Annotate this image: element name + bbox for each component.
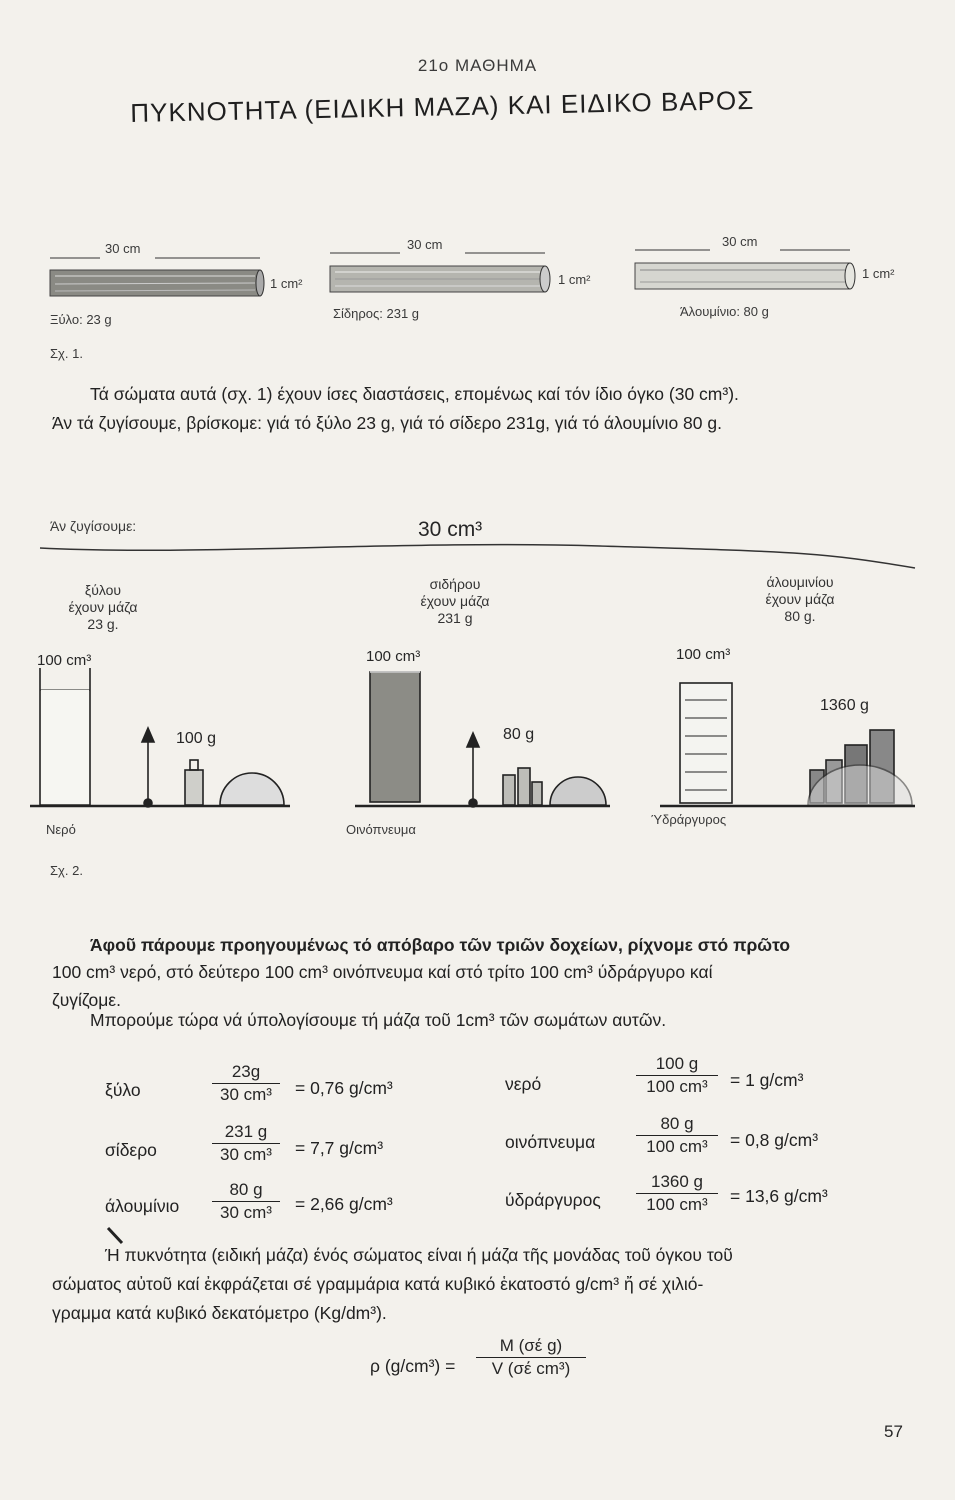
calc-iron-num: 231 g [224, 1122, 268, 1141]
wood-mass-line3: 23 g. [87, 616, 119, 632]
calc-alcohol-fraction [636, 1114, 718, 1157]
iron-bar [330, 253, 550, 292]
calc-wood-name: ξύλο [105, 1080, 141, 1100]
calc-water-fraction [636, 1054, 718, 1097]
iron-area-label: 1 cm² [558, 272, 591, 287]
alcohol-vessel-volume: 100 cm³ [366, 648, 421, 665]
alcohol-label: Οινόπνευμα [346, 822, 416, 837]
mercury-weight-label: 1360 g [820, 697, 869, 714]
formula-fraction [476, 1336, 586, 1379]
fig2-volume: 30 cm³ [418, 518, 483, 541]
mercury-label: Ύδράργυρος [651, 812, 727, 827]
calc-al-name: άλουμίνιο [105, 1196, 180, 1216]
calc-mercury-den: 100 cm³ [646, 1195, 708, 1214]
calc-water-num: 100 g [655, 1054, 699, 1073]
calc-alcohol-name: οινόπνευμα [505, 1132, 596, 1152]
wood-length-label: 30 cm [105, 241, 141, 256]
calc-mercury-result: = 13,6 g/cm³ [730, 1186, 828, 1206]
para1-line1: Άφοῦ πάρουμε προηγουμένως τό απόβαρο τῶν τριῶν δοχείων, ρίχνομε στό πρῶτο [90, 935, 791, 955]
calc-al-fraction [212, 1180, 280, 1223]
para1-line3: ζυγίζομε. [52, 990, 121, 1010]
calc-wood-result: = 0,76 g/cm³ [295, 1078, 393, 1098]
mercury-vessel [680, 683, 732, 803]
calc-wood-fraction [212, 1062, 280, 1105]
al-mass-line3: 80 g. [784, 608, 816, 624]
wood-mass-line2: έχουν μάζα [68, 599, 138, 615]
calc-alcohol-num: 80 g [660, 1114, 694, 1133]
calc-iron-fraction [212, 1122, 280, 1165]
para1-line2: 100 cm³ νερό, στό δεύτερο 100 cm³ οινόπνευμα καί στό τρίτο 100 cm³ ύδράργυρο καί [52, 962, 713, 982]
alcohol-weight-label: 80 g [503, 726, 535, 743]
fig2-caption: Σχ. 2. [50, 863, 83, 878]
alcohol-vessel [370, 672, 420, 802]
water-weight-label: 100 g [176, 730, 217, 747]
wood-mass-label: Ξύλο: 23 g [50, 312, 112, 327]
formula-lhs: ρ (g/cm³) = [370, 1356, 456, 1376]
iron-mass-line1: σιδήρου [429, 576, 481, 592]
fig1-caption: Σχ. 1. [50, 346, 83, 361]
definition-line3: γραμμα κατά κυβικό δεκατόμετρο (Kg/dm³). [52, 1303, 387, 1323]
wood-mass-block [58, 582, 148, 633]
aluminium-mass-label: Άλουμίνιο: 80 g [680, 304, 769, 319]
water-vessel [40, 668, 90, 805]
calc-wood-den: 30 cm³ [220, 1085, 272, 1104]
wood-area-label: 1 cm² [270, 276, 303, 291]
iron-mass-line3: 231 g [437, 610, 473, 626]
definition-line1: Ή πυκνότητα (ειδική μάζα) ένός σώματος είναι ή μάζα τῆς μονάδας τοῦ όγκου τοῦ [105, 1245, 733, 1265]
calc-iron-name: σίδερο [105, 1140, 157, 1160]
formula-num: M (σέ g) [499, 1336, 563, 1355]
lesson-number: 21ο ΜΑΘΗΜΑ [417, 56, 538, 75]
calc-iron-result: = 7,7 g/cm³ [295, 1138, 384, 1158]
calc-water-name: νερό [505, 1074, 542, 1094]
iron-length-label: 30 cm [407, 237, 443, 252]
mercury-vessel-volume: 100 cm³ [676, 646, 731, 663]
wood-mass-line1: ξύλου [84, 582, 122, 598]
formula-den: V (σέ cm³) [491, 1359, 571, 1378]
aluminium-area-label: 1 cm² [862, 266, 895, 281]
iron-mass-line2: έχουν μάζα [420, 593, 490, 609]
calc-wood-num: 23g [231, 1062, 261, 1081]
calc-alcohol-result: = 0,8 g/cm³ [730, 1130, 819, 1150]
water-vessel-volume: 100 cm³ [37, 652, 92, 669]
calc-alcohol-den: 100 cm³ [646, 1137, 708, 1156]
calc-mercury-fraction [636, 1172, 718, 1215]
aluminium-length-label: 30 cm [722, 234, 758, 249]
calc-water-result: = 1 g/cm³ [730, 1070, 804, 1090]
text1-line2: Άν τά ζυγίσουμε, βρίσκομε: γιά τό ξύλο 23 g, γιά τό σίδερο 231g, γιά τό άλουμίνιο 80 g. [52, 413, 722, 433]
iron-mass-block [400, 576, 510, 627]
page-title: ΠΥΚΝΟΤΗΤΑ (ΕΙΔΙΚΗ ΜΑΖΑ) ΚΑΙ ΕΙΔΙΚΟ ΒΑΡΟΣ [130, 84, 755, 128]
calc-water-den: 100 cm³ [646, 1077, 708, 1096]
calc-al-den: 30 cm³ [220, 1203, 272, 1222]
al-mass-block [745, 574, 855, 625]
fig2-intro: Άν ζυγίσουμε: [50, 518, 137, 534]
calc-al-result: = 2,66 g/cm³ [295, 1194, 393, 1214]
calc-iron-den: 30 cm³ [220, 1145, 272, 1164]
calc-al-num: 80 g [229, 1180, 263, 1199]
separator-line [40, 545, 915, 568]
calc-mercury-num: 1360 g [651, 1172, 703, 1191]
al-mass-line1: άλουμινίου [766, 574, 834, 590]
calc-mercury-name: ύδράργυρος [505, 1190, 601, 1210]
pointer-mark [108, 1228, 122, 1243]
definition-line2: σώματος αὐτοῦ καί ἐκφράζεται σέ γραμμάρια κατά κυβικό ἑκατοστό g/cm³ ἤ σέ χιλιό- [52, 1274, 704, 1294]
page-number: 57 [884, 1422, 903, 1441]
aluminium-bar [635, 250, 855, 289]
wood-bar [50, 258, 264, 296]
para2: Μπορούμε τώρα νά ύπολογίσουμε τή μάζα τοῦ 1cm³ τῶν σωμάτων αυτῶν. [90, 1010, 667, 1030]
al-mass-line2: έχουν μάζα [765, 591, 835, 607]
water-label: Νερό [46, 822, 76, 837]
iron-mass-label: Σίδηρος: 231 g [333, 306, 420, 321]
text1-line1: Τά σώματα αυτά (σχ. 1) έχουν ίσες διαστάσεις, επομένως καί τόν ίδιο όγκο (30 cm³). [90, 384, 739, 404]
